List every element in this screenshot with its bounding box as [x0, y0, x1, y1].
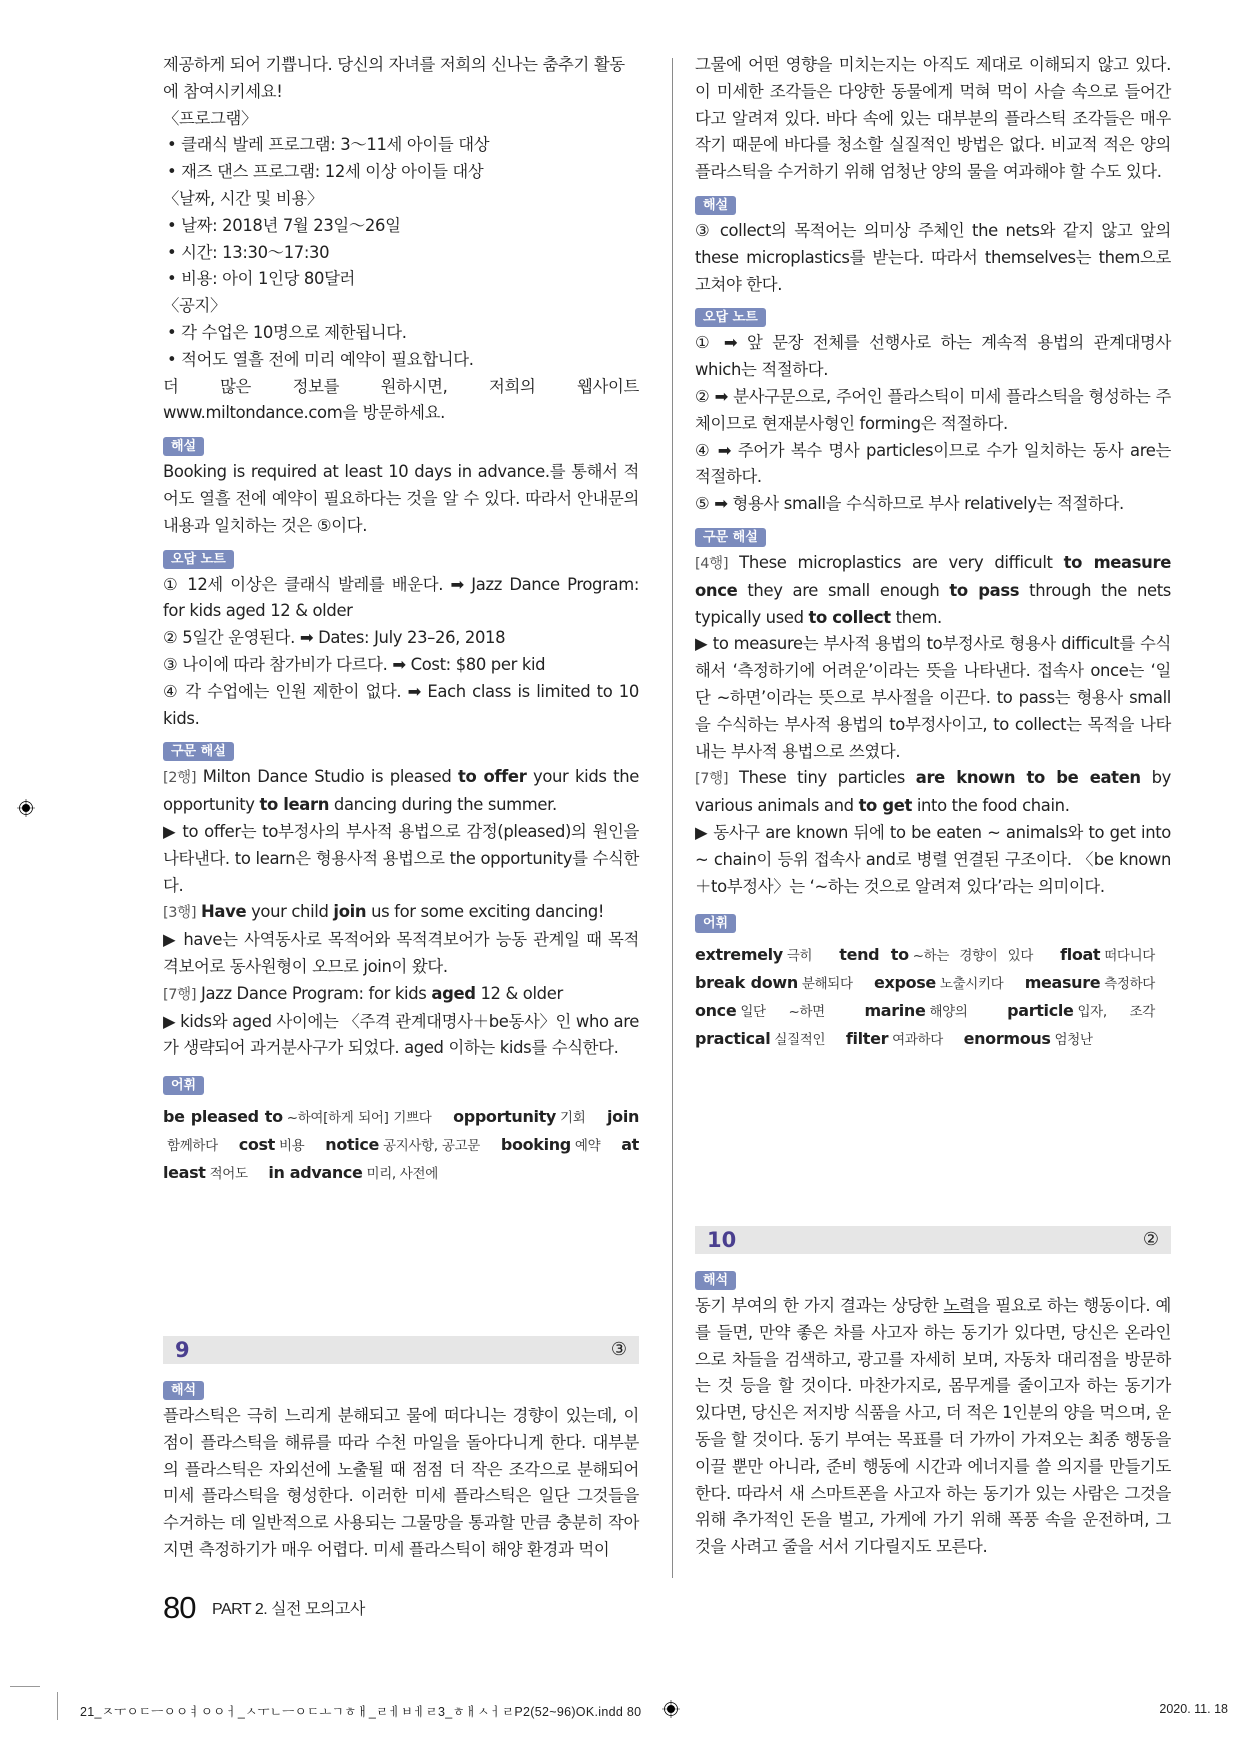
underlined-word: 노력 — [943, 1296, 975, 1315]
syntax-sentence: [7행] Jazz Dance Program: for kids aged 12 & older — [163, 983, 563, 1003]
dates-heading: 〈날짜, 시간 및 비용〉 — [163, 188, 323, 208]
vocab-badge: 어휘 — [163, 1076, 204, 1095]
syntax-sentence: [4행] These microplastics are very difficult to measure once they are small enough to pass through the nets typically used to collect them. — [695, 552, 1171, 627]
syntax-sentence: [3행] Have your child join us for some exciting dancing! — [163, 902, 605, 922]
syntax-badge: 구문 해설 — [163, 742, 234, 761]
question-number: 10 — [707, 1228, 737, 1252]
wrong-note-item: ② 5일간 운영된다. ➡ Dates: July 23–26, 2018 — [163, 628, 506, 648]
wrong-note-item: ① ➡ 앞 문장 전체를 선행사로 하는 계속적 용법의 관계대명사 which는 적절하다. — [695, 333, 1171, 380]
arrow-right-icon: ➡ — [450, 574, 464, 594]
wrong-note-item: ① 12세 이상은 클래식 발레를 배운다. ➡ Jazz Dance Program: for kids aged 12 & older — [163, 574, 639, 621]
question-number: 9 — [175, 1338, 190, 1362]
registration-mark-icon — [17, 799, 35, 817]
syntax-sentence: [7행] These tiny particles are known to be eaten by various animals and to get into the food chain. — [695, 768, 1171, 816]
vocab-badge: 어휘 — [695, 914, 736, 933]
arrow-right-icon: ➡ — [299, 628, 314, 648]
explanation-text: Booking is required at least 10 days in advance.를 통해서 적어도 열흘 전에 예약이 필요하다는 것을 알 수 있다. 따라서 안내문의 내용과 일치하는 것은 ⑤이다. — [163, 462, 639, 535]
intro-line-2: 에 참여시키세요! — [163, 81, 283, 101]
syntax-note: ▶ have는 사역동사로 목적어와 목적격보어가 능동 관계일 때 목적격보어로 동사원형이 오므로 join이 왔다. — [163, 930, 639, 976]
program-item: • 재즈 댄스 프로그램: 12세 이상 아이들 대상 — [167, 162, 484, 182]
translation-badge: 해석 — [695, 1271, 736, 1290]
program-heading: 〈프로그램〉 — [163, 108, 258, 128]
left-column — [163, 52, 639, 1187]
wrong-note-item: ④ ➡ 주어가 복수 명사 particles이므로 수가 일치하는 동사 are는 적절하다. — [695, 440, 1171, 487]
wrong-notes-badge: 오답 노트 — [695, 308, 766, 327]
question-9-header — [163, 1336, 639, 1364]
program-item: • 클래식 발레 프로그램: 3～11세 아이들 대상 — [167, 135, 490, 155]
registration-mark-icon — [662, 1700, 680, 1718]
wrong-note-item: ⑤ ➡ 형용사 small을 수식하므로 부사 relatively는 적절하다. — [695, 494, 1124, 514]
wrong-notes-badge: 오답 노트 — [163, 550, 234, 569]
dates-item: • 비용: 아이 1인당 80달러 — [167, 269, 356, 289]
wrong-note-item: ③ 나이에 따라 참가비가 다르다. ➡ Cost: $80 per kid — [163, 654, 546, 674]
question-9-body — [163, 1376, 639, 1564]
dates-item: • 시간: 13:30～17:30 — [167, 242, 330, 262]
part-label: PART 2. 실전 모의고사 — [212, 1601, 365, 1618]
translation-badge: 해석 — [163, 1381, 204, 1400]
print-date: 2020. 11. 18 — [1159, 1702, 1228, 1716]
wrong-note-item: ② ➡ 분사구문으로, 주어인 플라스틱이 미세 플라스틱을 형성하는 주체이므로 현재분사형인 forming은 적절하다. — [695, 386, 1171, 433]
wrong-note-item: ④ 각 수업에는 인원 제한이 없다. ➡ Each class is limited to 10 kids. — [163, 681, 639, 728]
file-slug: 21_ㅈㅜㅇㄷㅡㅇㅇㅕㅇㅇㅓ_ㅅㅜㄴㅡㅇㄷㅗㄱㅎㅐ_ㄹㅔㅂㅔㄹ3_ㅎㅐㅅㅓㄹP2(52~96)OK.indd 80 — [80, 1705, 642, 1719]
syntax-badge: 구문 해설 — [695, 528, 766, 547]
syntax-note: ▶ to offer는 to부정사의 부사적 용법으로 감정(pleased)의 원인을 나타낸다. to learn은 형용사적 용법으로 the opportunity를 수식한다. — [163, 821, 639, 895]
explanation-badge: 해설 — [695, 196, 736, 215]
explanation-text: ③ collect의 목적어는 의미상 주체인 the nets와 같지 않고 앞의 these microplastics를 받는다. 따라서 themselves는 them으로 고쳐야 한다. — [695, 220, 1171, 294]
dates-item: • 날짜: 2018년 7월 23일～26일 — [167, 215, 401, 235]
syntax-note: ▶ 동사구 are known 뒤에 to be eaten ~ animals와 to get into ~ chain이 등위 접속사 and로 병렬 연결된 구조이다. 〈be known＋to부정사〉는 ‘~하는 것으로 알려져 있다’라는 의미이다. — [695, 822, 1171, 896]
arrow-right-icon: ➡ — [392, 654, 406, 674]
page-number: 80 — [163, 1590, 196, 1625]
translation-continued: 그물에 어떤 영향을 미치는지는 아직도 제대로 이해되지 않고 있다. 이 미세한 조각들은 다양한 동물에게 먹혀 먹이 사슬 속으로 들어간다고 알려져 있다. 바다 속에 있는 대부분의 플라스틱 조각들은 매우 작기 때문에 바다를 청소할 실질적인 방법은 없다. 비교적 적은 양의 플라스틱을 수거하기 위해 엄청난 양의 물을 여과해야 할 수도 있다. — [695, 55, 1171, 182]
vocab-list: be pleased to ~하여[하게 되어] 기쁘다 opportunity 기회 join함께하다 cost 비용 notice 공지사항, 공고문 booking 예약 at least 적어도 in advance 미리, 사전에 — [163, 1107, 639, 1182]
notice-item: • 적어도 열흘 전에 미리 예약이 필요합니다. — [167, 349, 474, 369]
outro-text: 더 많은 정보를 원하시면, 저희의 웹사이트 www.miltondance.com을 방문하세요. — [163, 376, 639, 423]
translation-text: 동기 부여의 한 가지 결과는 상당한 노력을 필요로 하는 행동이다. 예를 들면, 만약 좋은 차를 사고자 하는 동기가 있다면, 당신은 온라인으로 차들을 검색하고, 광고를 자세히 보며, 자동차 대리점을 방문하는 것 등을 할 것이다. 마찬가지로, 몸무게를 줄이고자 하는 동기가 있다면, 당신은 저지방 식품을 사고, 더 적은 1인분의 양을 먹으며, 운동을 할 것이다. 동기 부여는 목표를 더 가까이 가져오는 최종 행동을 이끌 뿐만 아니라, 준비 행동에 시간과 에너지를 쓸 의지를 만들기도 한다. 따라서 새 스마트폰을 사고자 하는 동기가 있는 사람은 그것을 위해 추가적인 돈을 벌고, 가게에 가기 위해 폭풍 속을 운전하며, 그것을 사려고 줄을 서서 기다릴지도 모른다. — [695, 1296, 1171, 1557]
notice-heading: 〈공지〉 — [163, 296, 227, 316]
right-column — [695, 52, 1171, 1054]
arrow-right-icon: ➡ — [407, 681, 422, 701]
syntax-note: ▶ to measure는 부사적 용법의 to부정사로 형용사 difficult를 수식해서 ‘측정하기에 어려운’이라는 뜻을 나타낸다. 접속사 once는 ‘일단 ~하면’이라는 뜻으로 부사절을 이끈다. to pass는 형용사 small을 수식하는 부사적 용법의 to부정사이고, to collect는 목적을 나타내는 부사적 용법으로 쓰였다. — [695, 634, 1171, 761]
notice-item: • 각 수업은 10명으로 제한됩니다. — [167, 322, 407, 342]
translation-text: 플라스틱은 극히 느리게 분해되고 물에 떠다니는 경향이 있는데, 이 점이 플라스틱을 해류를 따라 수천 마일을 돌아다니게 한다. 대부분의 플라스틱은 자외선에 노출될 때 점점 더 작은 조각으로 분해되어 미세 플라스틱을 형성한다. 이러한 미세 플라스틱은 일단 그것들을 수거하는 데 일반적으로 사용되는 그물망을 통과할 만큼 충분히 작아지면 측정하기가 매우 어렵다. 미세 플라스틱이 해양 환경과 먹이 — [163, 1406, 639, 1559]
crop-mark — [10, 1686, 40, 1687]
answer-mark: ② — [1142, 1229, 1159, 1250]
question-10-header — [695, 1226, 1171, 1254]
vocab-list: extremely 극히 tend to ~하는 경향이 있다 float 떠다니다 break down 분해되다 expose 노출시키다 measure 측정하다 once 일단 ~하면 marine 해양의 particle 입자, 조각 practical 실질적인 filter 여과하다 enormous 엄청난 — [695, 945, 1155, 1048]
crop-mark — [57, 1692, 58, 1720]
explanation-badge: 해설 — [163, 437, 204, 456]
syntax-note: ▶ kids와 aged 사이에는 〈주격 관계대명사＋be동사〉인 who are가 생략되어 과거분사구가 되었다. aged 이하는 kids를 수식한다. — [163, 1011, 639, 1058]
answer-mark: ③ — [610, 1339, 627, 1360]
question-10-body — [695, 1266, 1171, 1561]
syntax-sentence: [2행] Milton Dance Studio is pleased to offer your kids the opportunity to learn dancing during the summer. — [163, 767, 639, 815]
column-divider — [672, 58, 673, 1578]
intro-line-1: 제공하게 되어 기쁩니다. 당신의 자녀를 저희의 신나는 춤추기 활동 — [163, 55, 625, 74]
